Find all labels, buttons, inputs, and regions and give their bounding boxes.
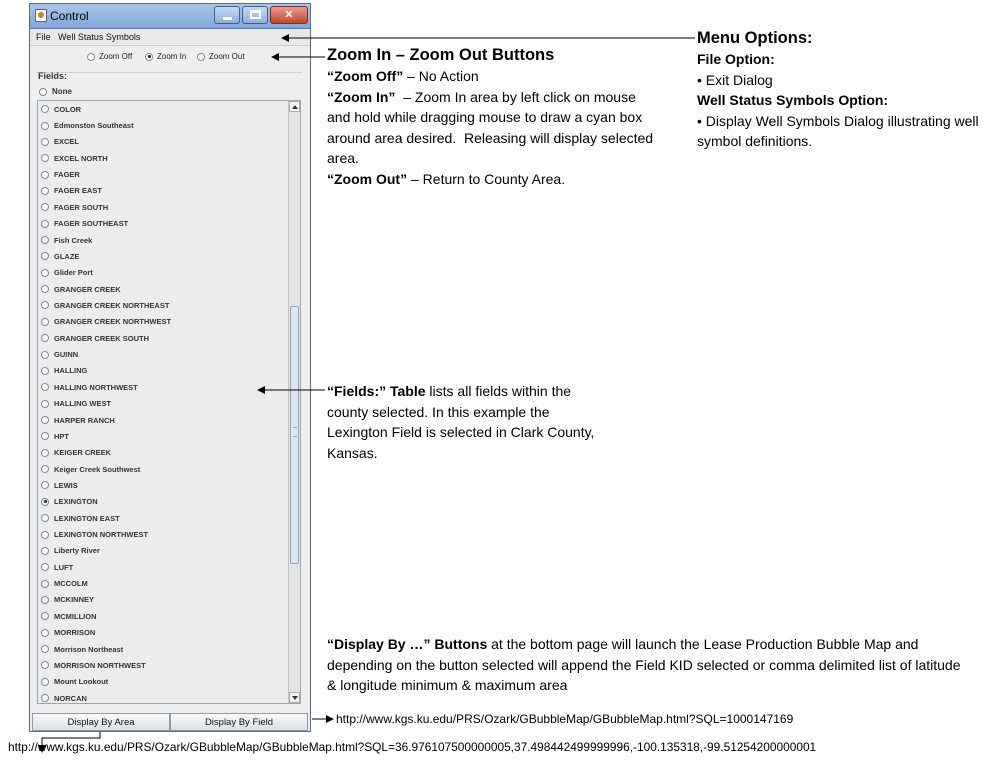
- field-radio-item[interactable]: [38, 412, 288, 428]
- field-label: FAGER: [54, 170, 80, 180]
- radio-icon: [41, 547, 49, 555]
- field-radio-item[interactable]: [38, 625, 288, 641]
- field-radio-item[interactable]: [38, 216, 288, 232]
- field-radio-item[interactable]: [38, 281, 288, 297]
- field-radio-item[interactable]: [38, 690, 288, 704]
- none-radio[interactable]: [39, 87, 72, 96]
- field-label: MCKINNEY: [54, 595, 95, 605]
- field-radio-item[interactable]: [38, 232, 288, 248]
- radio-icon: [41, 187, 49, 195]
- radio-icon: [41, 138, 49, 146]
- zoom-off-desc: [327, 66, 662, 87]
- radio-icon: [41, 563, 49, 571]
- field-radio-item[interactable]: [38, 134, 288, 150]
- field-label: HALLING NORTHWEST: [54, 382, 138, 392]
- window-title: Control: [50, 9, 89, 23]
- fields-annotation-term: “Fields:” Table: [327, 383, 426, 399]
- fields-label: Fields:: [38, 71, 68, 81]
- field-radio-item[interactable]: [38, 248, 288, 264]
- field-label: GLAZE: [54, 251, 80, 261]
- menu-bar: [30, 29, 310, 46]
- radio-icon: [197, 53, 205, 61]
- zoom-options: [30, 50, 310, 66]
- field-label: HARPER RANCH: [54, 415, 115, 425]
- radio-icon: [41, 596, 49, 604]
- field-label: MCCOLM: [54, 579, 88, 589]
- field-radio-item[interactable]: [38, 199, 288, 215]
- field-label: MORRISON: [54, 628, 96, 638]
- zoom-out-text: – Return to County Area.: [407, 170, 566, 187]
- zoom-in-desc: [327, 87, 662, 169]
- zoom-out-label: Zoom Out: [209, 52, 245, 61]
- none-label: None: [52, 87, 72, 96]
- field-radio-item[interactable]: [38, 166, 288, 182]
- radio-icon: [41, 105, 49, 113]
- fields-annotation: [327, 381, 612, 463]
- radio-icon: [41, 694, 49, 702]
- field-label: MORRISON NORTHWEST: [54, 660, 146, 670]
- title-bar[interactable]: [30, 4, 310, 29]
- radio-icon: [41, 383, 49, 391]
- scroll-down-icon[interactable]: [289, 692, 300, 703]
- field-label: EXCEL: [54, 137, 80, 147]
- field-radio-item[interactable]: [38, 346, 288, 362]
- radio-icon: [41, 252, 49, 260]
- field-label: GRANGER CREEK SOUTH: [54, 333, 150, 343]
- radio-icon: [41, 514, 49, 522]
- field-label: HALLING WEST: [54, 399, 112, 409]
- field-label: LEXINGTON: [54, 497, 98, 507]
- zoom-in-radio[interactable]: [145, 52, 186, 61]
- radio-selected-icon: [145, 53, 153, 61]
- file-option-item: • Exit Dialog: [697, 71, 773, 88]
- radio-icon: [87, 53, 95, 61]
- fields-list-items: [38, 101, 288, 704]
- field-label: KEIGER CREEK: [54, 448, 112, 458]
- field-radio-item[interactable]: [38, 297, 288, 313]
- field-label: NORCAN: [54, 693, 87, 703]
- field-radio-item[interactable]: [38, 363, 288, 379]
- display-by-field-button[interactable]: Display By Field: [170, 713, 308, 731]
- radio-icon: [41, 481, 49, 489]
- file-option-heading: File Option:: [697, 51, 775, 67]
- display-by-area-button[interactable]: Display By Area: [32, 713, 170, 731]
- radio-icon: [41, 203, 49, 211]
- zoom-off-radio[interactable]: [87, 52, 132, 61]
- radio-icon: [41, 678, 49, 686]
- field-radio-item[interactable]: [38, 575, 288, 591]
- menu-well-status-symbols[interactable]: Well Status Symbols: [58, 32, 141, 42]
- radio-icon: [41, 400, 49, 408]
- field-url[interactable]: http://www.kgs.ku.edu/PRS/Ozark/GBubbleMap/GBubbleMap.html?SQL=1000147169: [336, 712, 794, 726]
- field-radio-item[interactable]: [38, 657, 288, 673]
- radio-icon: [41, 629, 49, 637]
- field-radio-item[interactable]: [38, 428, 288, 444]
- field-label: LEXINGTON EAST: [54, 513, 120, 523]
- field-radio-item[interactable]: [38, 608, 288, 624]
- field-label: GUINN: [54, 350, 79, 360]
- field-label: Glider Port: [54, 268, 93, 278]
- field-label: Fish Creek: [54, 235, 93, 245]
- field-radio-item[interactable]: [38, 150, 288, 166]
- field-radio-item[interactable]: [38, 101, 288, 117]
- zoom-off-label: Zoom Off: [99, 52, 133, 61]
- radio-icon: [41, 171, 49, 179]
- field-label: EXCEL NORTH: [54, 153, 108, 163]
- field-label: LEWIS: [54, 480, 78, 490]
- display-buttons: [32, 713, 308, 731]
- field-radio-item[interactable]: [38, 461, 288, 477]
- field-label: Keiger Creek Southwest: [54, 464, 141, 474]
- field-label: MCMILLION: [54, 611, 97, 621]
- field-radio-item[interactable]: [38, 543, 288, 559]
- radio-icon: [41, 367, 49, 375]
- field-label: Edmonston Southeast: [54, 121, 134, 131]
- menu-file[interactable]: File: [36, 32, 51, 42]
- field-radio-item[interactable]: [38, 477, 288, 493]
- scroll-thumb[interactable]: [290, 306, 299, 564]
- field-label: GRANGER CREEK: [54, 284, 121, 294]
- zoom-annotation: [327, 44, 662, 190]
- field-radio-item[interactable]: [38, 641, 288, 657]
- zoom-annotation-heading: Zoom In – Zoom Out Buttons: [327, 46, 555, 64]
- radio-icon: [41, 580, 49, 588]
- field-label: FAGER SOUTH: [54, 202, 109, 212]
- zoom-in-term: “Zoom In”: [327, 88, 396, 105]
- radio-icon: [39, 88, 47, 96]
- field-label: Liberty River: [54, 546, 100, 556]
- menu-annotation: [697, 27, 997, 152]
- field-radio-item[interactable]: [38, 265, 288, 281]
- zoom-in-label: Zoom In: [157, 52, 187, 61]
- scrollbar[interactable]: [288, 101, 300, 703]
- well-option-item: • Display Well Symbols Dialog illustrating well symbol definitions.: [697, 112, 979, 150]
- maximize-icon[interactable]: [242, 6, 268, 24]
- field-radio-item[interactable]: [38, 314, 288, 330]
- radio-icon: [41, 645, 49, 653]
- radio-icon: [41, 449, 49, 457]
- close-icon[interactable]: ✕: [270, 6, 308, 24]
- zoom-out-desc: [327, 169, 662, 190]
- menu-annotation-heading: Menu Options:: [697, 29, 813, 47]
- field-label: Morrison Northeast: [54, 644, 124, 654]
- scroll-up-icon[interactable]: [289, 101, 300, 112]
- radio-icon: [41, 351, 49, 359]
- field-radio-item[interactable]: [38, 445, 288, 461]
- field-label: GRANGER CREEK NORTHEAST: [54, 300, 170, 310]
- field-radio-item[interactable]: [38, 559, 288, 575]
- field-label: GRANGER CREEK NORTHWEST: [54, 317, 172, 327]
- area-url[interactable]: http://www.kgs.ku.edu/PRS/Ozark/GBubbleMap/GBubbleMap.html?SQL=36.976107500000005,37.498442499999996,-100.135318,-99.51254200000001: [8, 740, 817, 754]
- minimize-icon[interactable]: [214, 6, 240, 24]
- radio-icon: [41, 661, 49, 669]
- radio-icon: [41, 416, 49, 424]
- radio-icon: [41, 334, 49, 342]
- field-radio-item[interactable]: [38, 395, 288, 411]
- field-label: LEXINGTON NORTHWEST: [54, 530, 149, 540]
- field-label: FAGER SOUTHEAST: [54, 219, 129, 229]
- zoom-off-text: – No Action: [403, 68, 479, 84]
- radio-icon: [41, 154, 49, 162]
- radio-icon: [41, 285, 49, 293]
- radio-icon: [41, 432, 49, 440]
- fields-list: [37, 100, 301, 704]
- display-annotation-text: at the bottom page will launch the Lease Production Bubble Map and depending on the button selected will append the Field KID selected or comma delimited list of latitude & longitude minimum & maximum area: [327, 636, 961, 694]
- radio-icon: [41, 220, 49, 228]
- radio-icon: [41, 318, 49, 326]
- control-window: [29, 3, 311, 732]
- radio-icon: [41, 465, 49, 473]
- field-radio-item[interactable]: [38, 494, 288, 510]
- display-annotation: [327, 634, 967, 696]
- field-label: FAGER EAST: [54, 186, 102, 196]
- radio-icon: [41, 301, 49, 309]
- zoom-out-term: “Zoom Out”: [327, 170, 408, 187]
- radio-icon: [41, 236, 49, 244]
- field-radio-item[interactable]: [38, 379, 288, 395]
- field-label: COLOR: [54, 104, 82, 114]
- divider: [36, 72, 302, 73]
- field-label: LUFT: [54, 562, 74, 572]
- field-label: HPT: [54, 431, 69, 441]
- field-label: Mount Lookout: [54, 677, 109, 687]
- field-radio-item[interactable]: [38, 526, 288, 542]
- well-option-heading: Well Status Symbols Option:: [697, 92, 889, 109]
- zoom-off-term: “Zoom Off”: [327, 68, 404, 84]
- java-app-icon: [35, 9, 47, 22]
- field-label: HALLING: [54, 366, 88, 376]
- radio-icon: [41, 122, 49, 130]
- radio-icon: [41, 531, 49, 539]
- display-annotation-term: “Display By …” Buttons: [327, 636, 488, 652]
- radio-selected-icon: [41, 498, 49, 506]
- field-radio-item[interactable]: [38, 510, 288, 526]
- field-radio-item[interactable]: [38, 592, 288, 608]
- zoom-in-text: – Zoom In area by left click on mouse and hold while dragging mouse to draw a cyan box around area desired. Releasing will display selected area.: [327, 88, 657, 167]
- field-radio-item[interactable]: [38, 330, 288, 346]
- zoom-out-radio[interactable]: [197, 52, 245, 61]
- radio-icon: [41, 612, 49, 620]
- field-radio-item[interactable]: [38, 117, 288, 133]
- fields-annotation-text: lists all fields within the county selected. In this example the Lexington Field is selected in Clark County, Kansas.: [327, 383, 595, 461]
- field-radio-item[interactable]: [38, 674, 288, 690]
- radio-icon: [41, 269, 49, 277]
- field-radio-item[interactable]: [38, 183, 288, 199]
